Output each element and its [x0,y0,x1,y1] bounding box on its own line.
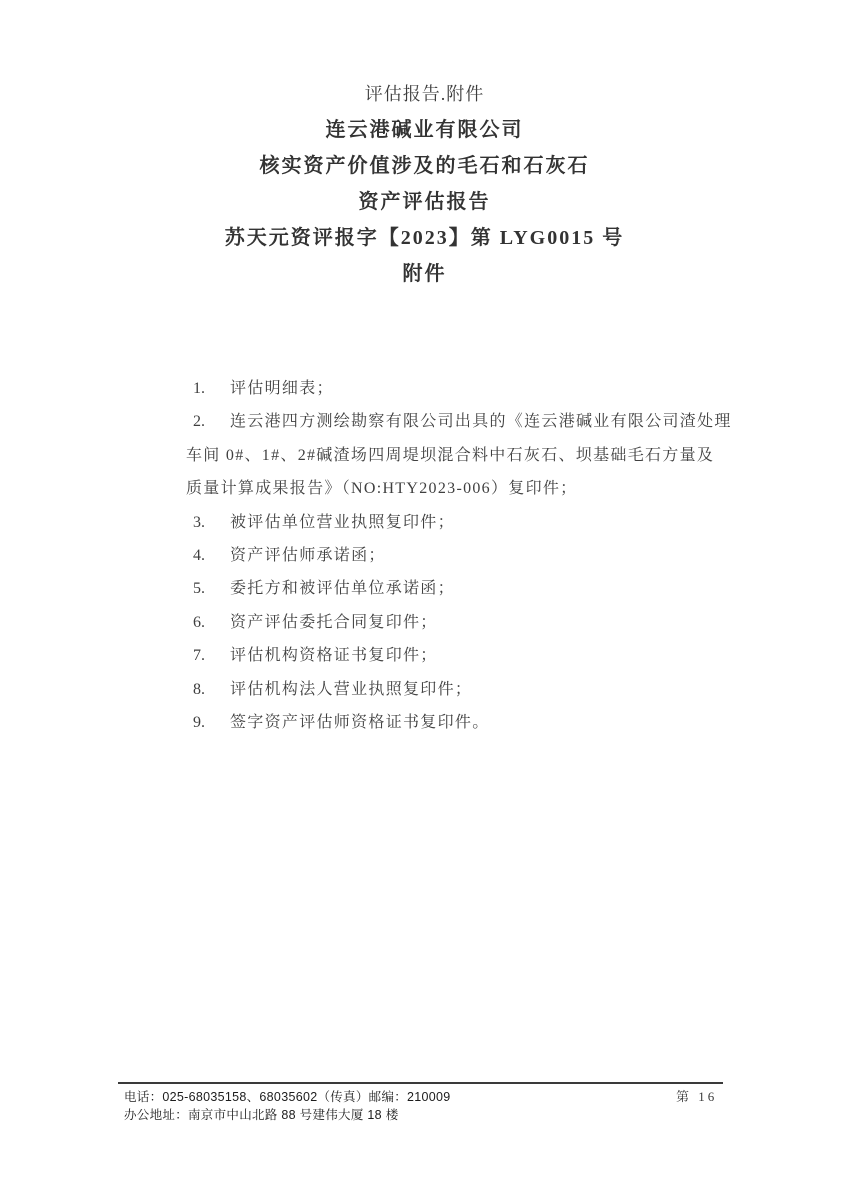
list-item [186,539,746,572]
list-item-number: 4. [193,547,205,565]
list-item-text: 被评估单位营业执照复印件； [230,513,455,531]
list-item-number: 1. [193,380,205,397]
company-title: 连云港碱业有限公司 [325,119,524,141]
attachment-list [186,372,746,739]
list-item [186,606,746,639]
report-number: 苏天元资评报字【2023】第 LYG0015 号 [224,227,625,249]
list-item-number: 2. [193,413,205,431]
list-item [186,673,746,706]
page-number: 第 16 [676,1089,718,1104]
list-item [186,372,746,405]
list-item-number: 7. [193,647,205,665]
report-type-title: 资产评估报告 [358,191,491,213]
footer-divider [118,1082,723,1084]
list-item-text: 委托方和被评估单位承诺函； [230,580,455,598]
list-item-text-continued: 车间 0#、1#、2#碱渣场四周堤坝混合料中石灰石、坝基础毛石方量及 [186,446,715,464]
list-item [186,639,746,672]
list-item [186,506,746,539]
list-item-number: 5. [193,580,205,598]
list-item [186,572,746,605]
list-item-number: 8. [193,680,205,698]
list-item-text: 资产评估师承诺函； [230,547,386,565]
list-item [186,706,746,739]
list-item-text: 资产评估委托合同复印件； [230,613,438,631]
list-item-number: 9. [193,714,205,732]
list-item-text-continued: 质量计算成果报告》（NO:HTY2023-006）复印件； [186,480,578,498]
attachment-heading: 附件 [402,263,447,285]
list-item-text: 评估明细表； [230,380,334,397]
list-item-number: 3. [193,513,205,531]
doc-label: 评估报告.附件 [364,84,485,104]
list-item-text: 签字资产评估师资格证书复印件。 [230,714,490,732]
subject-title: 核实资产价值涉及的毛石和石灰石 [259,155,590,177]
list-item-text: 评估机构法人营业执照复印件； [230,680,473,698]
list-item-text: 连云港四方测绘勘察有限公司出具的《连云港碱业有限公司渣处理 [230,413,732,431]
list-item-number: 6. [193,613,205,631]
title-block [0,76,849,292]
footer-address-line: 办公地址：南京市中山北路 88 号建伟大厦 18 楼 [124,1108,399,1122]
footer-phone-line: 电话：025-68035158、68035602（传真）邮编：210009 [124,1090,451,1104]
list-item [186,405,746,505]
list-item-text: 评估机构资格证书复印件； [230,647,438,665]
